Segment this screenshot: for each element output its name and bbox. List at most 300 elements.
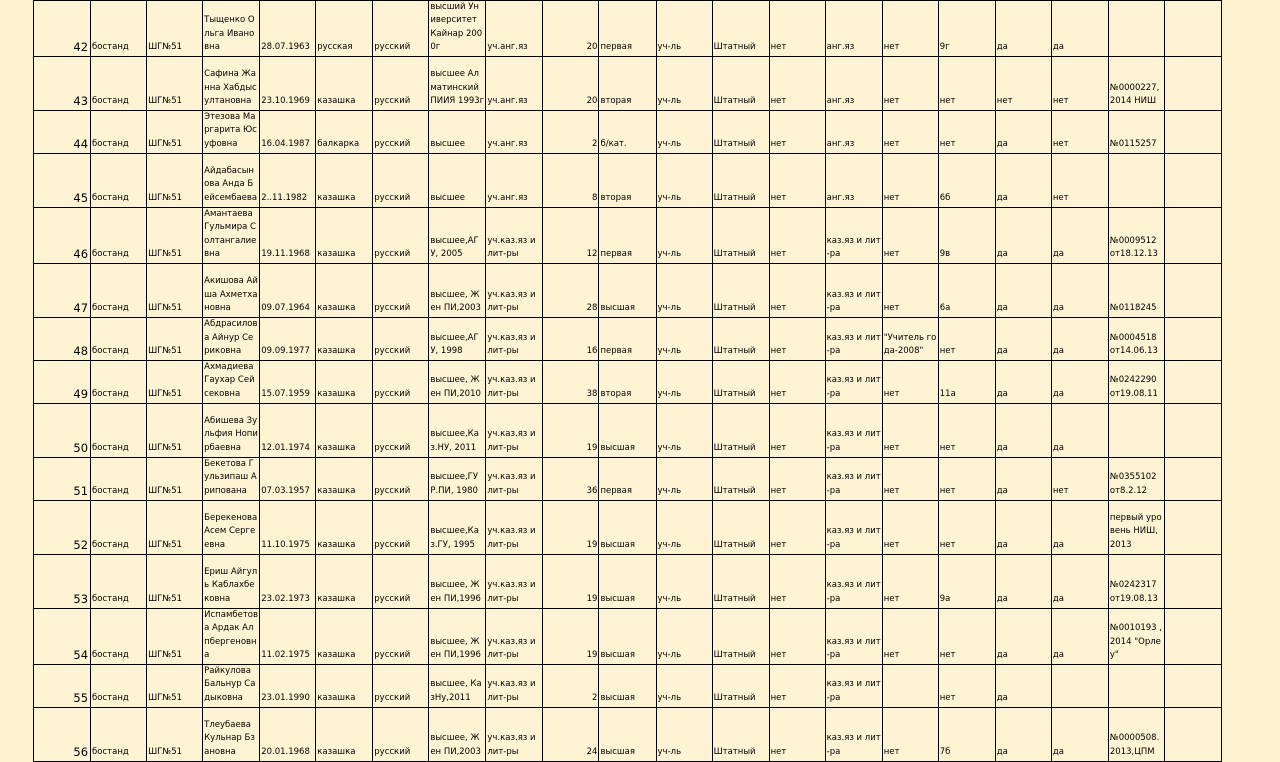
position-cell[interactable]: уч-ль xyxy=(656,458,712,501)
birth-date-cell[interactable]: 07.03.1957 xyxy=(260,458,316,501)
experience-cell[interactable]: 19 xyxy=(543,554,599,608)
staff-type-cell[interactable]: Штатный xyxy=(712,554,769,608)
staff-type-cell[interactable]: Штатный xyxy=(712,1,769,57)
certificate-cell[interactable]: №0242317 от19.08.13 xyxy=(1108,554,1164,608)
nationality-cell[interactable]: казашка xyxy=(316,154,373,208)
school-cell[interactable]: ШГ№51 xyxy=(147,264,203,318)
teacher-name-cell[interactable]: Ахмадиева Гаухар Сейсековна xyxy=(203,361,260,404)
row-number[interactable]: 44 xyxy=(34,111,91,154)
school-cell[interactable]: ШГ№51 xyxy=(147,154,203,208)
specialty-cell[interactable]: уч.каз.яз и лит-ры xyxy=(486,665,543,708)
position-cell[interactable]: уч-ль xyxy=(656,361,712,404)
nationality-cell[interactable]: казашка xyxy=(316,665,373,708)
flag-cell-2[interactable]: да xyxy=(995,665,1051,708)
education-cell[interactable]: высшее xyxy=(429,111,486,154)
empty-cell[interactable] xyxy=(1164,361,1221,404)
education-cell[interactable]: высшее, Жен ПИ,2010 xyxy=(429,361,486,404)
class-cell[interactable]: нет xyxy=(938,318,995,361)
flag-cell-3[interactable]: да xyxy=(1051,1,1108,57)
class-cell[interactable]: 9г xyxy=(938,1,995,57)
certificate-cell[interactable]: №0118245 xyxy=(1108,264,1164,318)
subject-cell[interactable]: анг.яз xyxy=(825,111,882,154)
school-cell[interactable]: ШГ№51 xyxy=(147,665,203,708)
empty-cell[interactable] xyxy=(1164,208,1221,264)
nationality-cell[interactable]: казашка xyxy=(316,318,373,361)
category-cell[interactable]: б/кат. xyxy=(599,111,656,154)
category-cell[interactable]: вторая xyxy=(599,57,656,111)
certificate-cell[interactable] xyxy=(1108,665,1164,708)
experience-cell[interactable]: 19 xyxy=(543,608,599,664)
staff-type-cell[interactable]: Штатный xyxy=(712,57,769,111)
staff-type-cell[interactable]: Штатный xyxy=(712,708,769,762)
district-cell[interactable]: бостанд xyxy=(91,57,147,111)
category-cell[interactable]: высшая xyxy=(599,608,656,664)
experience-cell[interactable]: 8 xyxy=(543,154,599,208)
certificate-cell[interactable]: №0009512 от18.12.13 xyxy=(1108,208,1164,264)
language-cell[interactable]: русский xyxy=(373,361,429,404)
certificate-cell[interactable]: №0000227, 2014 НИШ xyxy=(1108,57,1164,111)
teacher-name-cell[interactable]: Абдрасилова Айнур Сериковна xyxy=(203,318,260,361)
birth-date-cell[interactable]: 11.02.1975 xyxy=(260,608,316,664)
subject-cell[interactable]: каз.яз и лит-ра xyxy=(825,665,882,708)
specialty-cell[interactable]: уч.каз.яз и лит-ры xyxy=(486,458,543,501)
position-cell[interactable]: уч-ль xyxy=(656,665,712,708)
position-cell[interactable]: уч-ль xyxy=(656,708,712,762)
position-cell[interactable]: уч-ль xyxy=(656,554,712,608)
specialty-cell[interactable]: уч.каз.яз и лит-ры xyxy=(486,404,543,458)
language-cell[interactable]: русский xyxy=(373,458,429,501)
school-cell[interactable]: ШГ№51 xyxy=(147,1,203,57)
certificate-cell[interactable] xyxy=(1108,404,1164,458)
language-cell[interactable]: русский xyxy=(373,665,429,708)
subject-cell[interactable]: каз.яз и лит-ра xyxy=(825,208,882,264)
school-cell[interactable]: ШГ№51 xyxy=(147,554,203,608)
education-cell[interactable]: высшее,Каз.НУ, 2011 xyxy=(429,404,486,458)
nationality-cell[interactable]: казашка xyxy=(316,208,373,264)
specialty-cell[interactable]: уч.каз.яз и лит-ры xyxy=(486,500,543,554)
flag-cell-2[interactable]: да xyxy=(995,708,1051,762)
empty-cell[interactable] xyxy=(1164,665,1221,708)
row-number[interactable]: 46 xyxy=(34,208,91,264)
empty-cell[interactable] xyxy=(1164,404,1221,458)
specialty-cell[interactable]: уч.анг.яз xyxy=(486,1,543,57)
flag-cell-2[interactable]: да xyxy=(995,318,1051,361)
experience-cell[interactable]: 38 xyxy=(543,361,599,404)
flag-cell-3[interactable]: да xyxy=(1051,608,1108,664)
subject-cell[interactable]: каз.яз и лит-ра xyxy=(825,500,882,554)
teacher-name-cell[interactable]: Сафина Жанна Хабдысултановна xyxy=(203,57,260,111)
flag-cell-1[interactable]: нет xyxy=(769,500,825,554)
nationality-cell[interactable]: казашка xyxy=(316,554,373,608)
category-cell[interactable]: первая xyxy=(599,318,656,361)
flag-cell-3[interactable]: да xyxy=(1051,208,1108,264)
subject-cell[interactable]: каз.яз и лит-ра xyxy=(825,404,882,458)
empty-cell[interactable] xyxy=(1164,554,1221,608)
birth-date-cell[interactable]: 19.11.1968 xyxy=(260,208,316,264)
language-cell[interactable]: русский xyxy=(373,500,429,554)
teacher-name-cell[interactable]: Амантаева Гульмира Солтангалиевна xyxy=(203,208,260,264)
flag-cell-3[interactable]: да xyxy=(1051,554,1108,608)
award-cell[interactable]: нет xyxy=(882,154,938,208)
award-cell[interactable]: нет xyxy=(882,608,938,664)
row-number[interactable]: 45 xyxy=(34,154,91,208)
staff-type-cell[interactable]: Штатный xyxy=(712,500,769,554)
flag-cell-1[interactable]: нет xyxy=(769,708,825,762)
teacher-name-cell[interactable]: Тыщенко Ольга Ивановна xyxy=(203,1,260,57)
row-number[interactable]: 52 xyxy=(34,500,91,554)
staff-type-cell[interactable]: Штатный xyxy=(712,608,769,664)
language-cell[interactable]: русский xyxy=(373,554,429,608)
school-cell[interactable]: ШГ№51 xyxy=(147,404,203,458)
specialty-cell[interactable]: уч.каз.яз и лит-ры xyxy=(486,708,543,762)
birth-date-cell[interactable]: 16.04.1987 xyxy=(260,111,316,154)
experience-cell[interactable]: 2 xyxy=(543,111,599,154)
empty-cell[interactable] xyxy=(1164,111,1221,154)
school-cell[interactable]: ШГ№51 xyxy=(147,111,203,154)
district-cell[interactable]: бостанд xyxy=(91,361,147,404)
empty-cell[interactable] xyxy=(1164,1,1221,57)
position-cell[interactable]: уч-ль xyxy=(656,111,712,154)
category-cell[interactable]: первая xyxy=(599,208,656,264)
district-cell[interactable]: бостанд xyxy=(91,111,147,154)
flag-cell-1[interactable]: нет xyxy=(769,361,825,404)
flag-cell-2[interactable]: да xyxy=(995,361,1051,404)
row-number[interactable]: 51 xyxy=(34,458,91,501)
nationality-cell[interactable]: русская xyxy=(316,1,373,57)
certificate-cell[interactable]: №0355102 от8.2.12 xyxy=(1108,458,1164,501)
nationality-cell[interactable]: казашка xyxy=(316,57,373,111)
staff-type-cell[interactable]: Штатный xyxy=(712,154,769,208)
teacher-name-cell[interactable]: Ериш Айгуль Каблахбековна xyxy=(203,554,260,608)
nationality-cell[interactable]: казашка xyxy=(316,708,373,762)
nationality-cell[interactable]: казашка xyxy=(316,361,373,404)
education-cell[interactable]: высшее,Каз.ГУ, 1995 xyxy=(429,500,486,554)
subject-cell[interactable]: каз.яз и лит-ра xyxy=(825,361,882,404)
staff-type-cell[interactable]: Штатный xyxy=(712,665,769,708)
birth-date-cell[interactable]: 09.09.1977 xyxy=(260,318,316,361)
subject-cell[interactable]: анг.яз xyxy=(825,154,882,208)
certificate-cell[interactable]: №0115257 xyxy=(1108,111,1164,154)
experience-cell[interactable]: 16 xyxy=(543,318,599,361)
class-cell[interactable]: 11а xyxy=(938,361,995,404)
specialty-cell[interactable]: уч.анг.яз xyxy=(486,57,543,111)
category-cell[interactable]: вторая xyxy=(599,361,656,404)
teacher-name-cell[interactable]: Бекетова Гульзипаш Арипована xyxy=(203,458,260,501)
flag-cell-1[interactable]: нет xyxy=(769,208,825,264)
experience-cell[interactable]: 20 xyxy=(543,1,599,57)
language-cell[interactable]: русский xyxy=(373,404,429,458)
award-cell[interactable]: "Учитель года-2008" xyxy=(882,318,938,361)
district-cell[interactable]: бостанд xyxy=(91,264,147,318)
birth-date-cell[interactable]: 12.01.1974 xyxy=(260,404,316,458)
district-cell[interactable]: бостанд xyxy=(91,404,147,458)
teacher-name-cell[interactable]: Абишева Зульфия Нопирбаевна xyxy=(203,404,260,458)
category-cell[interactable]: высшая xyxy=(599,404,656,458)
category-cell[interactable]: высшая xyxy=(599,554,656,608)
nationality-cell[interactable]: балкарка xyxy=(316,111,373,154)
subject-cell[interactable]: анг.яз xyxy=(825,1,882,57)
education-cell[interactable]: высший Университет Кайнар 2000г xyxy=(429,1,486,57)
flag-cell-2[interactable]: да xyxy=(995,264,1051,318)
birth-date-cell[interactable]: 28.07.1963 xyxy=(260,1,316,57)
teacher-name-cell[interactable]: Этезова Маргарита Юсуфовна xyxy=(203,111,260,154)
category-cell[interactable]: высшая xyxy=(599,665,656,708)
flag-cell-3[interactable]: да xyxy=(1051,264,1108,318)
language-cell[interactable]: русский xyxy=(373,318,429,361)
award-cell[interactable]: нет xyxy=(882,208,938,264)
award-cell[interactable] xyxy=(882,665,938,708)
district-cell[interactable]: бостанд xyxy=(91,554,147,608)
flag-cell-1[interactable]: нет xyxy=(769,404,825,458)
flag-cell-2[interactable]: да xyxy=(995,500,1051,554)
district-cell[interactable]: бостанд xyxy=(91,708,147,762)
class-cell[interactable]: 6а xyxy=(938,264,995,318)
nationality-cell[interactable]: казашка xyxy=(316,608,373,664)
district-cell[interactable]: бостанд xyxy=(91,608,147,664)
subject-cell[interactable]: каз.яз и лит-ра xyxy=(825,264,882,318)
birth-date-cell[interactable]: 11.10.1975 xyxy=(260,500,316,554)
class-cell[interactable]: нет xyxy=(938,500,995,554)
staff-type-cell[interactable]: Штатный xyxy=(712,208,769,264)
award-cell[interactable]: нет xyxy=(882,111,938,154)
row-number[interactable]: 49 xyxy=(34,361,91,404)
birth-date-cell[interactable]: 23.02.1973 xyxy=(260,554,316,608)
class-cell[interactable]: нет xyxy=(938,404,995,458)
flag-cell-3[interactable]: да xyxy=(1051,708,1108,762)
school-cell[interactable]: ШГ№51 xyxy=(147,500,203,554)
district-cell[interactable]: бостанд xyxy=(91,154,147,208)
empty-cell[interactable] xyxy=(1164,500,1221,554)
class-cell[interactable]: нет xyxy=(938,665,995,708)
award-cell[interactable]: нет xyxy=(882,554,938,608)
row-number[interactable]: 42 xyxy=(34,1,91,57)
certificate-cell[interactable]: первый уровень НИШ, 2013 xyxy=(1108,500,1164,554)
staff-type-cell[interactable]: Штатный xyxy=(712,318,769,361)
specialty-cell[interactable]: уч.каз.яз и лит-ры xyxy=(486,318,543,361)
experience-cell[interactable]: 24 xyxy=(543,708,599,762)
district-cell[interactable]: бостанд xyxy=(91,500,147,554)
class-cell[interactable]: нет xyxy=(938,608,995,664)
class-cell[interactable]: 6б xyxy=(938,154,995,208)
staff-type-cell[interactable]: Штатный xyxy=(712,361,769,404)
class-cell[interactable]: 7б xyxy=(938,708,995,762)
flag-cell-3[interactable]: нет xyxy=(1051,57,1108,111)
flag-cell-3[interactable]: да xyxy=(1051,500,1108,554)
subject-cell[interactable]: каз.яз и лит-ра xyxy=(825,318,882,361)
award-cell[interactable]: нет xyxy=(882,404,938,458)
row-number[interactable]: 47 xyxy=(34,264,91,318)
flag-cell-1[interactable]: нет xyxy=(769,458,825,501)
district-cell[interactable]: бостанд xyxy=(91,665,147,708)
subject-cell[interactable]: анг.яз xyxy=(825,57,882,111)
position-cell[interactable]: уч-ль xyxy=(656,57,712,111)
empty-cell[interactable] xyxy=(1164,264,1221,318)
district-cell[interactable]: бостанд xyxy=(91,318,147,361)
flag-cell-2[interactable]: да xyxy=(995,154,1051,208)
empty-cell[interactable] xyxy=(1164,318,1221,361)
education-cell[interactable]: высшее, Жен ПИ,2003 xyxy=(429,264,486,318)
teacher-name-cell[interactable]: Айдабасынова Анда Бейсембаева xyxy=(203,154,260,208)
subject-cell[interactable]: каз.яз и лит-ра xyxy=(825,708,882,762)
language-cell[interactable]: русский xyxy=(373,264,429,318)
language-cell[interactable]: русский xyxy=(373,154,429,208)
certificate-cell[interactable]: №0010193 ,2014 "Орлеу" xyxy=(1108,608,1164,664)
row-number[interactable]: 53 xyxy=(34,554,91,608)
flag-cell-3[interactable]: нет xyxy=(1051,458,1108,501)
education-cell[interactable]: высшее xyxy=(429,154,486,208)
flag-cell-2[interactable]: да xyxy=(995,208,1051,264)
birth-date-cell[interactable]: 20.01.1968 xyxy=(260,708,316,762)
education-cell[interactable]: высшее,ГУР.ПИ, 1980 xyxy=(429,458,486,501)
row-number[interactable]: 50 xyxy=(34,404,91,458)
category-cell[interactable]: первая xyxy=(599,458,656,501)
nationality-cell[interactable]: казашка xyxy=(316,264,373,318)
education-cell[interactable]: высшее, КазНу,2011 xyxy=(429,665,486,708)
flag-cell-1[interactable]: нет xyxy=(769,57,825,111)
flag-cell-1[interactable]: нет xyxy=(769,608,825,664)
flag-cell-3[interactable] xyxy=(1051,665,1108,708)
flag-cell-2[interactable]: да xyxy=(995,1,1051,57)
staff-type-cell[interactable]: Штатный xyxy=(712,458,769,501)
education-cell[interactable]: высшее, Жен ПИ,1996 xyxy=(429,608,486,664)
row-number[interactable]: 56 xyxy=(34,708,91,762)
award-cell[interactable]: нет xyxy=(882,361,938,404)
award-cell[interactable]: нет xyxy=(882,708,938,762)
category-cell[interactable]: высшая xyxy=(599,500,656,554)
teacher-name-cell[interactable]: Берекенова Асем Сергеевна xyxy=(203,500,260,554)
class-cell[interactable]: нет xyxy=(938,458,995,501)
teacher-name-cell[interactable]: Райкулова Бальнур Садыковна xyxy=(203,665,260,708)
birth-date-cell[interactable]: 23.10.1969 xyxy=(260,57,316,111)
flag-cell-3[interactable]: да xyxy=(1051,361,1108,404)
category-cell[interactable]: высшая xyxy=(599,708,656,762)
school-cell[interactable]: ШГ№51 xyxy=(147,208,203,264)
teacher-name-cell[interactable]: Тлеубаева Кульнар Бзановна xyxy=(203,708,260,762)
award-cell[interactable]: нет xyxy=(882,1,938,57)
birth-date-cell[interactable]: 23.01.1990 xyxy=(260,665,316,708)
experience-cell[interactable]: 19 xyxy=(543,404,599,458)
empty-cell[interactable] xyxy=(1164,608,1221,664)
language-cell[interactable]: русский xyxy=(373,1,429,57)
nationality-cell[interactable]: казашка xyxy=(316,404,373,458)
school-cell[interactable]: ШГ№51 xyxy=(147,608,203,664)
education-cell[interactable]: высшее, Жен ПИ,2003 xyxy=(429,708,486,762)
specialty-cell[interactable]: уч.каз.яз и лит-ры xyxy=(486,608,543,664)
flag-cell-1[interactable]: нет xyxy=(769,318,825,361)
flag-cell-3[interactable]: нет xyxy=(1051,154,1108,208)
subject-cell[interactable]: каз.яз и лит-ра xyxy=(825,458,882,501)
empty-cell[interactable] xyxy=(1164,708,1221,762)
education-cell[interactable]: высшее, Жен ПИ,1996 xyxy=(429,554,486,608)
experience-cell[interactable]: 2 xyxy=(543,665,599,708)
district-cell[interactable]: бостанд xyxy=(91,1,147,57)
flag-cell-1[interactable]: нет xyxy=(769,665,825,708)
class-cell[interactable]: 9в xyxy=(938,208,995,264)
flag-cell-2[interactable]: да xyxy=(995,111,1051,154)
teacher-name-cell[interactable]: Акишова Айша Ахметхановна xyxy=(203,264,260,318)
specialty-cell[interactable]: уч.каз.яз и лит-ры xyxy=(486,554,543,608)
empty-cell[interactable] xyxy=(1164,154,1221,208)
row-number[interactable]: 55 xyxy=(34,665,91,708)
position-cell[interactable]: уч-ль xyxy=(656,208,712,264)
position-cell[interactable]: уч-ль xyxy=(656,318,712,361)
position-cell[interactable]: уч-ль xyxy=(656,154,712,208)
school-cell[interactable]: ШГ№51 xyxy=(147,361,203,404)
birth-date-cell[interactable]: 15.07.1959 xyxy=(260,361,316,404)
category-cell[interactable]: вторая xyxy=(599,154,656,208)
position-cell[interactable]: уч-ль xyxy=(656,264,712,318)
award-cell[interactable]: нет xyxy=(882,264,938,318)
birth-date-cell[interactable]: 09.07.1964 xyxy=(260,264,316,318)
certificate-cell[interactable]: №0004518 от14.06.13 xyxy=(1108,318,1164,361)
certificate-cell[interactable]: №0000508. 2013,ЦПМ xyxy=(1108,708,1164,762)
nationality-cell[interactable]: казашка xyxy=(316,500,373,554)
row-number[interactable]: 48 xyxy=(34,318,91,361)
category-cell[interactable]: высшая xyxy=(599,264,656,318)
flag-cell-1[interactable]: нет xyxy=(769,154,825,208)
district-cell[interactable]: бостанд xyxy=(91,208,147,264)
flag-cell-3[interactable]: да xyxy=(1051,318,1108,361)
flag-cell-3[interactable]: нет xyxy=(1051,111,1108,154)
specialty-cell[interactable]: уч.анг.яз xyxy=(486,154,543,208)
flag-cell-1[interactable]: нет xyxy=(769,554,825,608)
class-cell[interactable]: 9а xyxy=(938,554,995,608)
certificate-cell[interactable] xyxy=(1108,154,1164,208)
specialty-cell[interactable]: уч.каз.яз и лит-ры xyxy=(486,264,543,318)
language-cell[interactable]: русский xyxy=(373,57,429,111)
school-cell[interactable]: ШГ№51 xyxy=(147,57,203,111)
nationality-cell[interactable]: казашка xyxy=(316,458,373,501)
position-cell[interactable]: уч-ль xyxy=(656,608,712,664)
school-cell[interactable]: ШГ№51 xyxy=(147,458,203,501)
education-cell[interactable]: высшее,АГУ, 1998 xyxy=(429,318,486,361)
subject-cell[interactable]: каз.яз и лит-ра xyxy=(825,554,882,608)
row-number[interactable]: 54 xyxy=(34,608,91,664)
language-cell[interactable]: русский xyxy=(373,608,429,664)
language-cell[interactable]: русский xyxy=(373,208,429,264)
experience-cell[interactable]: 19 xyxy=(543,500,599,554)
specialty-cell[interactable]: уч.каз.яз и лит-ры xyxy=(486,361,543,404)
language-cell[interactable]: русский xyxy=(373,111,429,154)
certificate-cell[interactable]: №0242290 от19.08.11 xyxy=(1108,361,1164,404)
birth-date-cell[interactable]: 2..11.1982 xyxy=(260,154,316,208)
position-cell[interactable]: уч-ль xyxy=(656,404,712,458)
award-cell[interactable]: нет xyxy=(882,500,938,554)
position-cell[interactable]: уч-ль xyxy=(656,1,712,57)
position-cell[interactable]: уч-ль xyxy=(656,500,712,554)
flag-cell-2[interactable]: да xyxy=(995,404,1051,458)
flag-cell-2[interactable]: да xyxy=(995,554,1051,608)
specialty-cell[interactable]: уч.анг.яз xyxy=(486,111,543,154)
subject-cell[interactable]: каз.яз и лит-ра xyxy=(825,608,882,664)
flag-cell-3[interactable]: да xyxy=(1051,404,1108,458)
class-cell[interactable]: нет xyxy=(938,111,995,154)
district-cell[interactable]: бостанд xyxy=(91,458,147,501)
school-cell[interactable]: ШГ№51 xyxy=(147,708,203,762)
award-cell[interactable]: нет xyxy=(882,57,938,111)
empty-cell[interactable] xyxy=(1164,57,1221,111)
education-cell[interactable]: высшее Алматинский ПИИЯ 1993г xyxy=(429,57,486,111)
flag-cell-1[interactable]: нет xyxy=(769,264,825,318)
flag-cell-1[interactable]: нет xyxy=(769,1,825,57)
experience-cell[interactable]: 28 xyxy=(543,264,599,318)
award-cell[interactable]: нет xyxy=(882,458,938,501)
staff-type-cell[interactable]: Штатный xyxy=(712,111,769,154)
row-number[interactable]: 43 xyxy=(34,57,91,111)
certificate-cell[interactable] xyxy=(1108,1,1164,57)
empty-cell[interactable] xyxy=(1164,458,1221,501)
category-cell[interactable]: первая xyxy=(599,1,656,57)
